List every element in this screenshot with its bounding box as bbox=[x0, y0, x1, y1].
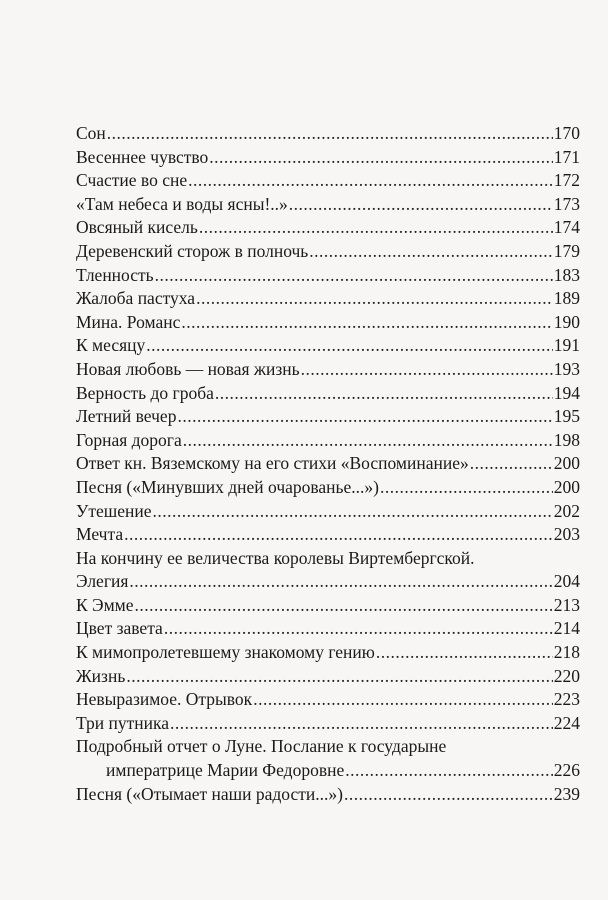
toc-title: Мина. Романс bbox=[76, 311, 181, 332]
toc-page-number: 174 bbox=[553, 217, 580, 238]
dot-leader bbox=[209, 146, 552, 170]
toc-page-number: 220 bbox=[553, 665, 580, 686]
dot-leader bbox=[376, 641, 553, 665]
dot-leader bbox=[164, 617, 553, 641]
dot-leader bbox=[344, 783, 553, 807]
toc-entry bbox=[76, 264, 580, 288]
dot-leader bbox=[309, 240, 552, 264]
dot-leader bbox=[188, 169, 553, 193]
toc-entry bbox=[76, 334, 580, 358]
toc-line[interactable] bbox=[76, 429, 580, 453]
toc-entry bbox=[76, 688, 580, 712]
toc-title: Жалоба пастуха bbox=[76, 288, 196, 309]
dot-leader bbox=[155, 264, 553, 288]
toc-page-number: 203 bbox=[553, 524, 580, 545]
toc-title: Сон bbox=[76, 123, 106, 143]
dot-leader bbox=[345, 759, 553, 783]
toc-title-prefix: На кончину ее величества королевы Виртембергской. bbox=[76, 547, 475, 568]
toc-line[interactable] bbox=[76, 452, 580, 476]
toc-title: Песня («Минувших дней очарованье...») bbox=[76, 476, 380, 497]
toc-title: Новая любовь — новая жизнь bbox=[76, 358, 300, 379]
toc-entry bbox=[76, 735, 580, 782]
dot-leader bbox=[196, 287, 553, 311]
toc-entry bbox=[76, 382, 580, 406]
toc-page-number: 224 bbox=[553, 712, 580, 733]
toc-page-number: 173 bbox=[553, 193, 580, 214]
toc-title: К Эмме bbox=[76, 594, 134, 615]
toc-line[interactable] bbox=[76, 311, 580, 335]
toc-title: Три путника bbox=[76, 712, 170, 733]
toc-title: «Там небеса и воды ясны!..» bbox=[76, 193, 288, 214]
toc-page-number: 226 bbox=[553, 760, 580, 781]
dot-leader bbox=[380, 476, 553, 500]
toc-entry bbox=[76, 523, 580, 547]
toc-page-number: 204 bbox=[553, 571, 580, 592]
toc-title: Ответ кн. Вяземскому на его стихи «Воспоминание» bbox=[76, 453, 469, 474]
toc-entry bbox=[76, 216, 580, 240]
toc-page-number: 191 bbox=[553, 335, 580, 356]
toc-line[interactable] bbox=[76, 358, 580, 382]
toc-page-number: 223 bbox=[553, 689, 580, 710]
dot-leader bbox=[199, 216, 553, 240]
toc-title: Овсяный кисель bbox=[76, 217, 198, 238]
toc-line[interactable] bbox=[76, 783, 580, 807]
toc-title: Летний вечер bbox=[76, 406, 177, 427]
toc-line[interactable] bbox=[76, 146, 580, 170]
dot-leader bbox=[124, 523, 553, 547]
toc-title: Деревенский сторож в полночь bbox=[76, 240, 309, 261]
toc-entry bbox=[76, 122, 580, 146]
toc-entry bbox=[76, 665, 580, 689]
toc-entry bbox=[76, 712, 580, 736]
dot-leader bbox=[183, 429, 553, 453]
toc-line[interactable] bbox=[76, 216, 580, 240]
dot-leader bbox=[170, 712, 553, 736]
toc-entry bbox=[76, 783, 580, 807]
toc-line[interactable] bbox=[76, 665, 580, 689]
toc-title: императрице Марии Федоровне bbox=[106, 760, 345, 781]
dot-leader bbox=[129, 570, 552, 594]
toc-title: Тленность bbox=[76, 264, 154, 285]
toc-page-number: 200 bbox=[553, 476, 580, 497]
toc-page-number: 189 bbox=[553, 288, 580, 309]
toc-page-number: 170 bbox=[553, 123, 580, 143]
toc-page-number: 202 bbox=[553, 500, 580, 521]
toc-line[interactable] bbox=[76, 617, 580, 641]
dot-leader bbox=[181, 311, 552, 335]
dot-leader bbox=[126, 665, 552, 689]
toc-title-prefix: Подробный отчет о Луне. Послание к государыне bbox=[76, 736, 447, 757]
toc-title: К месяцу bbox=[76, 335, 146, 356]
toc-entry bbox=[76, 405, 580, 429]
toc-line[interactable] bbox=[76, 264, 580, 288]
toc-entry bbox=[76, 641, 580, 665]
toc-line-prefix[interactable] bbox=[76, 547, 580, 571]
toc-entry bbox=[76, 452, 580, 476]
toc-entry bbox=[76, 240, 580, 264]
dot-leader bbox=[215, 382, 553, 406]
toc-page-number: 214 bbox=[553, 618, 580, 639]
toc-line[interactable] bbox=[76, 193, 580, 217]
toc-title: Утешение bbox=[76, 500, 152, 521]
toc-entry bbox=[76, 169, 580, 193]
dot-leader bbox=[289, 193, 553, 217]
toc-line[interactable] bbox=[76, 405, 580, 429]
toc-page-number: 218 bbox=[553, 642, 580, 663]
toc-entry bbox=[76, 146, 580, 170]
toc-line[interactable] bbox=[76, 240, 580, 264]
dot-leader bbox=[135, 594, 553, 618]
toc-line[interactable] bbox=[76, 476, 580, 500]
toc-title: Невыразимое. Отрывок bbox=[76, 689, 253, 710]
toc-line[interactable] bbox=[76, 382, 580, 406]
dot-leader bbox=[153, 500, 553, 524]
toc-entry bbox=[76, 594, 580, 618]
toc-page-number: 213 bbox=[553, 594, 580, 615]
toc-line[interactable] bbox=[76, 759, 580, 783]
toc-page-number: 179 bbox=[553, 240, 580, 261]
toc-line[interactable] bbox=[76, 287, 580, 311]
toc-entry bbox=[76, 311, 580, 335]
toc-title: Верность до гроба bbox=[76, 382, 214, 403]
toc-page-number: 200 bbox=[553, 453, 580, 474]
toc-line[interactable] bbox=[76, 169, 580, 193]
toc-entry bbox=[76, 476, 580, 500]
toc-page-number: 194 bbox=[553, 382, 580, 403]
toc-title: Горная дорога bbox=[76, 429, 182, 450]
dot-leader bbox=[253, 688, 553, 712]
dot-leader bbox=[301, 358, 553, 382]
toc-line[interactable] bbox=[76, 570, 580, 594]
toc-title: Весеннее чувство bbox=[76, 146, 209, 167]
toc-page-number: 198 bbox=[553, 429, 580, 450]
toc-title: Элегия bbox=[76, 571, 129, 592]
toc-page-number: 239 bbox=[553, 783, 580, 804]
toc-line[interactable] bbox=[76, 688, 580, 712]
toc-page-number: 190 bbox=[553, 311, 580, 332]
toc-entry bbox=[76, 500, 580, 524]
dot-leader bbox=[177, 405, 552, 429]
toc-line[interactable] bbox=[76, 641, 580, 665]
toc-title: Песня («Отымает наши радости...») bbox=[76, 783, 343, 804]
toc-page-number: 183 bbox=[553, 264, 580, 285]
toc-title: К мимопролетевшему знакомому гению bbox=[76, 642, 375, 663]
toc-line[interactable] bbox=[76, 712, 580, 736]
dot-leader bbox=[107, 122, 553, 146]
toc-line[interactable] bbox=[76, 523, 580, 547]
toc-entry bbox=[76, 617, 580, 641]
table-of-contents bbox=[76, 122, 580, 806]
toc-title: Мечта bbox=[76, 524, 124, 545]
toc-entry bbox=[76, 193, 580, 217]
toc-page-number: 171 bbox=[553, 146, 580, 167]
dot-leader bbox=[146, 334, 552, 358]
toc-line-prefix[interactable] bbox=[76, 735, 580, 759]
toc-line[interactable] bbox=[76, 122, 580, 146]
toc-line[interactable] bbox=[76, 500, 580, 524]
toc-page-number: 193 bbox=[553, 358, 580, 379]
toc-page-number: 172 bbox=[553, 170, 580, 191]
toc-page-number: 195 bbox=[553, 406, 580, 427]
dot-leader bbox=[470, 452, 553, 476]
toc-title: Цвет завета bbox=[76, 618, 163, 639]
toc-title: Счастие во сне bbox=[76, 170, 188, 191]
toc-title: Жизнь bbox=[76, 665, 126, 686]
toc-entry bbox=[76, 547, 580, 594]
toc-entry bbox=[76, 429, 580, 453]
toc-line[interactable] bbox=[76, 594, 580, 618]
toc-entry bbox=[76, 358, 580, 382]
toc-entry bbox=[76, 287, 580, 311]
toc-line[interactable] bbox=[76, 334, 580, 358]
